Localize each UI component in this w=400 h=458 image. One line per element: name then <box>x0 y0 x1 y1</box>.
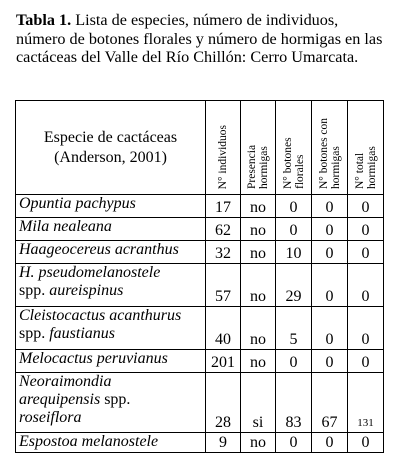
column-header-total-hormigas: N° total hormigas <box>348 101 384 195</box>
table-caption <box>16 11 391 67</box>
cell-botones-hormigas: 67 <box>312 373 348 433</box>
table-row <box>16 350 384 373</box>
cell-botones-hormigas: 0 <box>312 307 348 350</box>
cell-presencia: no <box>241 195 276 218</box>
caption-label: Tabla 1. <box>16 11 72 29</box>
cell-botones: 0 <box>276 433 312 453</box>
species-name: Opuntia pachypus <box>16 195 206 218</box>
cell-individuos: 9 <box>206 433 241 453</box>
cell-total-hormigas: 0 <box>348 218 384 241</box>
table-row <box>16 218 384 241</box>
species-name: Haageocereus acranthus <box>16 241 206 264</box>
cell-total-hormigas: 0 <box>348 433 384 453</box>
cell-individuos: 201 <box>206 350 241 373</box>
species-name: H. pseudomelanostele spp. aureispinus <box>16 264 206 307</box>
column-header-presencia: Presencia hormigas <box>241 101 276 195</box>
cell-presencia: no <box>241 241 276 264</box>
cell-individuos: 28 <box>206 373 241 433</box>
cell-total-hormigas: 0 <box>348 241 384 264</box>
cell-botones: 0 <box>276 218 312 241</box>
cell-individuos: 40 <box>206 307 241 350</box>
species-header-line1: Especie de cactáceas <box>43 128 178 146</box>
species-name: Melocactus peruvianus <box>16 350 206 373</box>
table-row <box>16 373 384 433</box>
species-header-line2: (Anderson, 2001) <box>54 148 167 166</box>
cell-presencia: no <box>241 350 276 373</box>
cell-botones-hormigas: 0 <box>312 241 348 264</box>
cell-total-hormigas: 0 <box>348 264 384 307</box>
cell-total-hormigas: 0 <box>348 195 384 218</box>
cell-presencia: si <box>241 373 276 433</box>
cell-presencia: no <box>241 307 276 350</box>
column-header-botones: N° botones florales <box>276 101 312 195</box>
cell-botones: 0 <box>276 195 312 218</box>
cell-botones-hormigas: 0 <box>312 350 348 373</box>
table-row <box>16 264 384 307</box>
species-column-header <box>16 101 206 195</box>
cell-presencia: no <box>241 433 276 453</box>
cell-botones-hormigas: 0 <box>312 218 348 241</box>
cell-individuos: 32 <box>206 241 241 264</box>
cell-botones: 0 <box>276 350 312 373</box>
table-row <box>16 195 384 218</box>
cell-botones: 5 <box>276 307 312 350</box>
species-name: Neoraimondia arequipensis spp. roseiflora <box>16 373 206 433</box>
cell-individuos: 62 <box>206 218 241 241</box>
cell-individuos: 17 <box>206 195 241 218</box>
cell-botones: 10 <box>276 241 312 264</box>
table-row <box>16 433 384 453</box>
cell-presencia: no <box>241 264 276 307</box>
table-row <box>16 241 384 264</box>
table-row <box>16 307 384 350</box>
caption-text: Lista de especies, número de individuos, número de botones florales y número de hormigas en las cactáceas del Valle del Río Chillón: Cerro Umarcata. <box>16 11 383 67</box>
species-name: Mila nealeana <box>16 218 206 241</box>
cell-total-hormigas: 131 <box>348 373 384 433</box>
species-name: Cleistocactus acanthurus spp. faustianus <box>16 307 206 350</box>
cell-individuos: 57 <box>206 264 241 307</box>
cell-botones-hormigas: 0 <box>312 195 348 218</box>
species-table <box>15 100 384 453</box>
cell-botones-hormigas: 0 <box>312 433 348 453</box>
column-header-individuos: N° individuos <box>206 101 241 195</box>
cell-botones: 83 <box>276 373 312 433</box>
column-header-botones-hormigas: N° botones con hormigas <box>312 101 348 195</box>
cell-botones-hormigas: 0 <box>312 264 348 307</box>
cell-botones: 29 <box>276 264 312 307</box>
species-name: Espostoa melanostele <box>16 433 206 453</box>
cell-total-hormigas: 0 <box>348 307 384 350</box>
cell-presencia: no <box>241 218 276 241</box>
cell-total-hormigas: 0 <box>348 350 384 373</box>
table-header-row <box>16 101 384 195</box>
